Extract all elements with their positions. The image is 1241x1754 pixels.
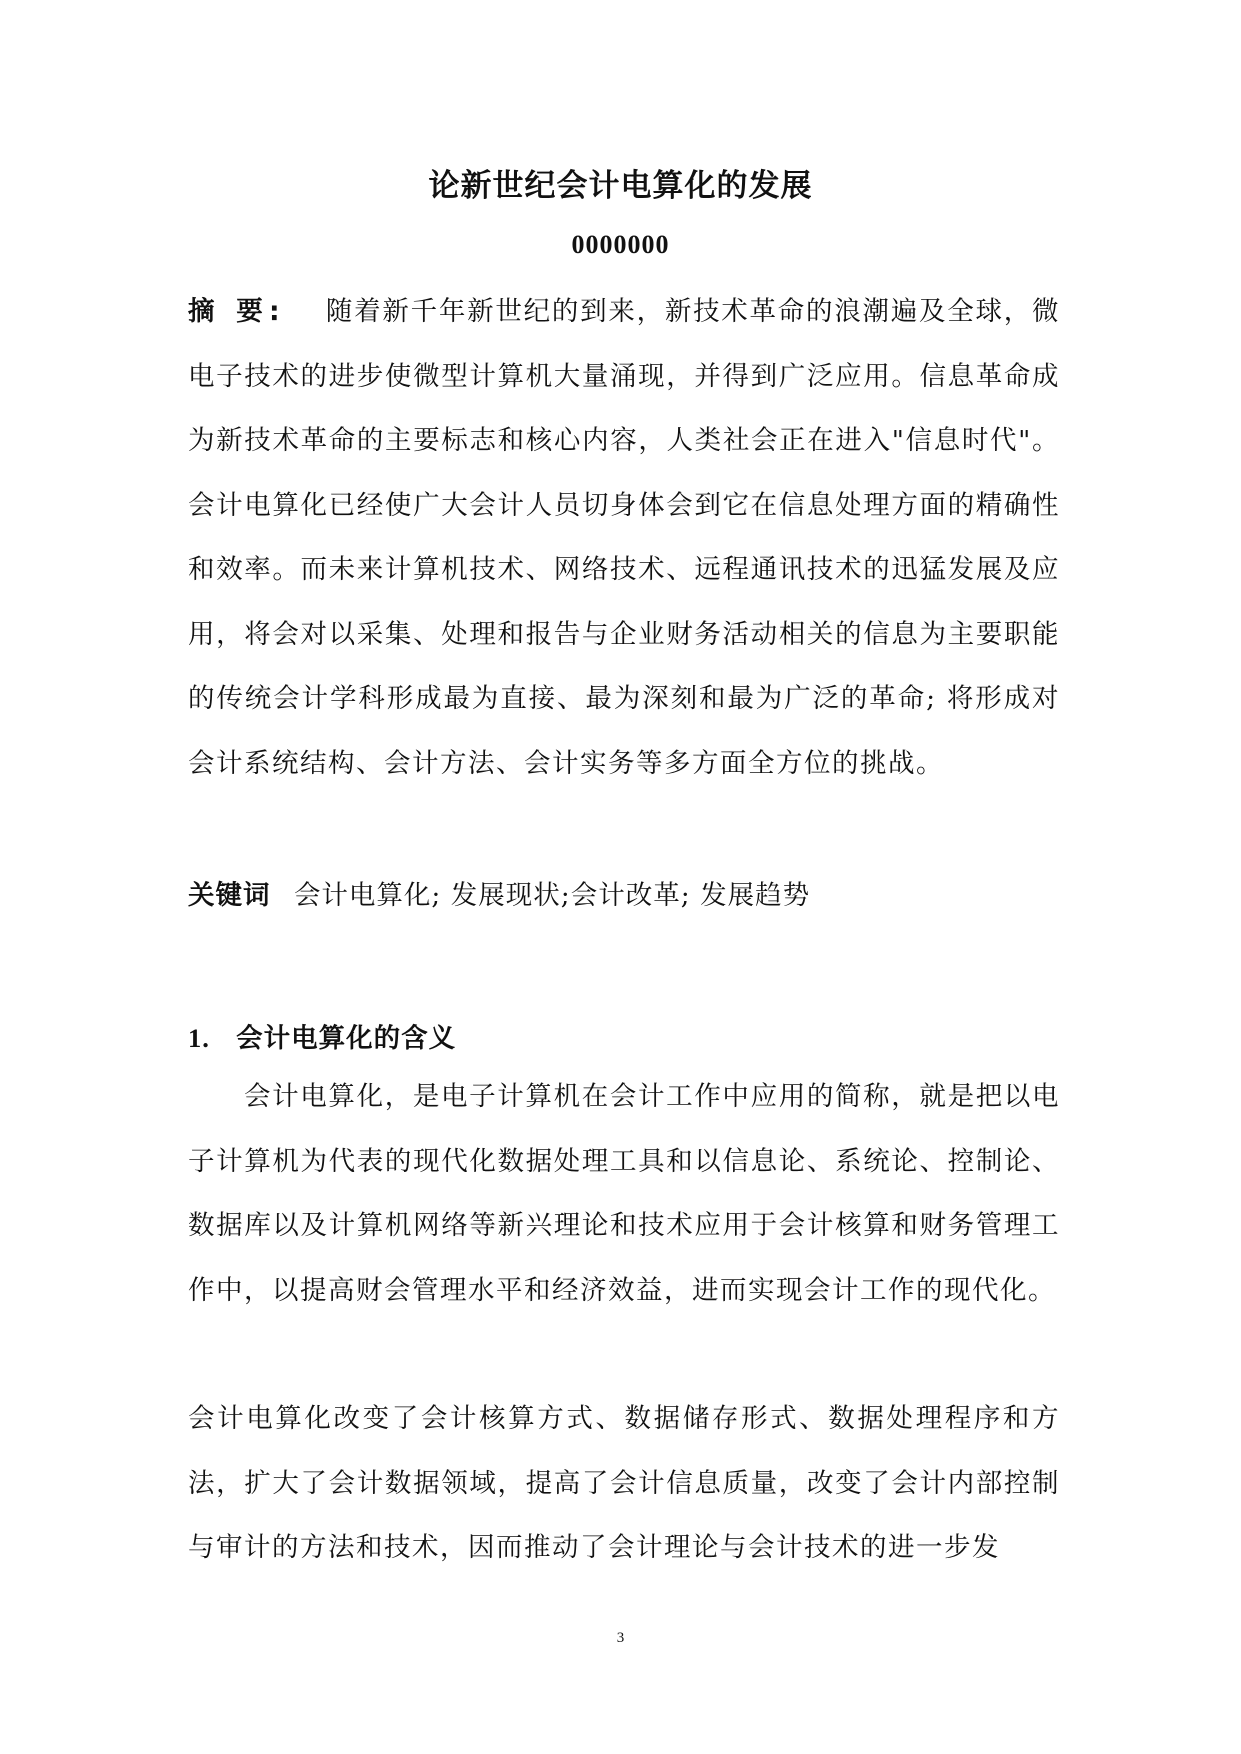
keywords-label: 关键词 <box>188 880 271 911</box>
abstract-block <box>188 280 1060 796</box>
keywords-line <box>188 864 810 928</box>
section-title: 会计电算化的含义 <box>236 1023 457 1054</box>
section-number: 1. <box>188 1023 210 1053</box>
section-paragraph-1 <box>188 1065 1060 1323</box>
paragraph-text: 会计电算化改变了会计核算方式、数据储存形式、数据处理程序和方法，扩大了会计数据领域，提高了会计信息质量，改变了会计内部控制与审计的方法和技术，因而推动了会计理论与会计技术的进一步发 <box>188 1403 1060 1563</box>
document-title: 论新世纪会计电算化的发展 <box>428 168 813 204</box>
section-paragraph-2 <box>188 1387 1060 1581</box>
abstract-label: 摘 要: <box>188 296 286 327</box>
author-line: 0000000 <box>571 230 670 259</box>
section-heading <box>188 1008 456 1069</box>
paragraph-text: 会计电算化，是电子计算机在会计工作中应用的简称，就是把以电子计算机为代表的现代化数据处理工具和以信息论、系统论、控制论、数据库以及计算机网络等新兴理论和技术应用于会计核算和财务管理工作中，以提高财会管理水平和经济效益，进而实现会计工作的现代化。 <box>188 1081 1060 1306</box>
keywords-text: 会计电算化; 发展现状;会计改革; 发展趋势 <box>293 880 811 911</box>
page-number: 3 <box>616 1630 625 1646</box>
abstract-text: 随着新千年新世纪的到来，新技术革命的浪潮遍及全球，微电子技术的进步使微型计算机大量涌现，并得到广泛应用。信息革命成为新技术革命的主要标志和核心内容，人类社会正在进入"信息时代"。会计电算化已经使广大会计人员切身体会到它在信息处理方面的精确性和效率。而未来计算机技术、网络技术、远程通讯技术的迅猛发展及应用，将会对以采集、处理和报告与企业财务活动相关的信息为主要职能的传统会计学科形成最为直接、最为深刻和最为广泛的革命; 将形成对会计系统结构、会计方法、会计实务等多方面全方位的挑战。 <box>188 296 1060 779</box>
